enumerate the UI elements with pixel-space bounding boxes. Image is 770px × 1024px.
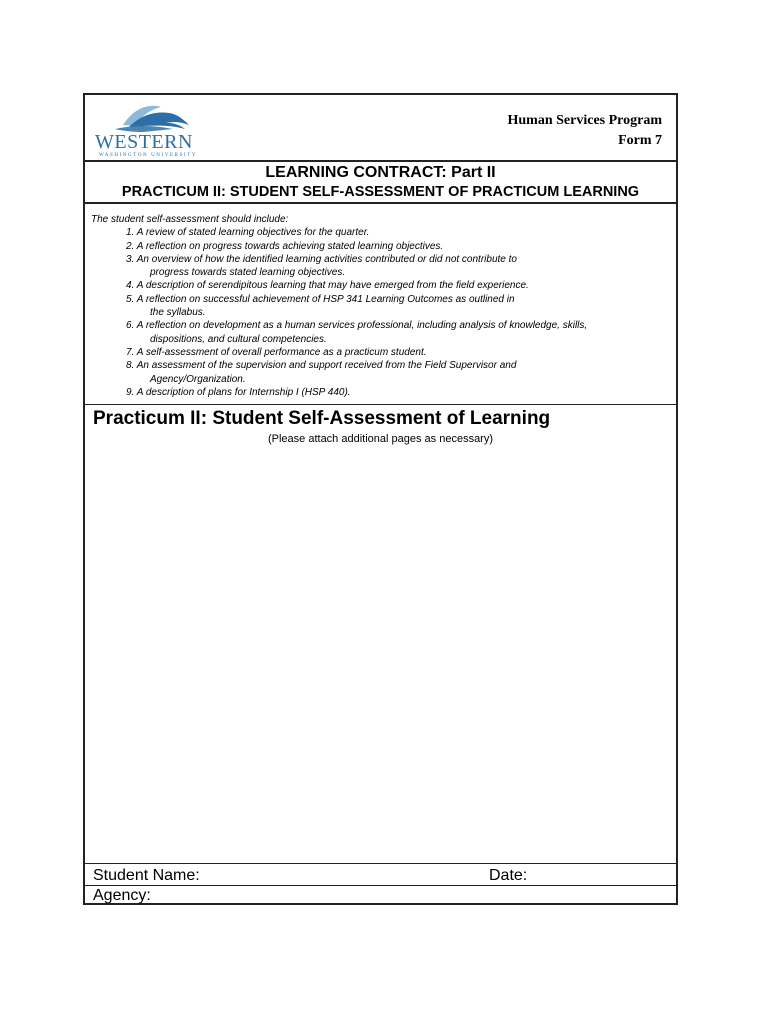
list-item [91,240,671,253]
section-title: Practicum II: Student Self-Assessment of Learning [93,408,551,429]
list-item [91,293,671,320]
instructions [91,213,671,399]
instructions-divider [85,404,676,405]
list-item-continuation: the syllabus. [150,307,206,319]
list-item [91,226,671,239]
list-item-text: 8. An assessment of the supervision and support received from the Field Supervisor and [126,360,517,372]
list-item [91,359,671,386]
list-item [91,319,671,346]
program-info [508,111,663,151]
contract-subtitle: PRACTICUM II: STUDENT SELF-ASSESSMENT OF PRACTICUM LEARNING [121,184,640,200]
list-item-text: 5. A reflection on successful achievement of HSP 341 Learning Outcomes as outlined in [126,293,515,305]
list-item-text: 1. A review of stated learning objectives for the quarter. [126,227,370,239]
list-item-text: 7. A self-assessment of overall performance as a practicum student. [126,346,427,358]
list-item-text: 2. A reflection on progress towards achieving stated learning objectives. [126,240,444,252]
list-item-text: 6. A reflection on development as a human services professional, including analysis of knowledge, skills, [126,320,588,332]
section-note: (Please attach additional pages as necessary) [267,433,494,445]
list-item [91,346,671,359]
list-item-text: 9. A description of plans for Internship I (HSP 440). [126,386,351,398]
form-number: Form 7 [618,133,662,148]
list-item-continuation: Agency/Organization. [150,373,246,385]
svg-text:WASHINGTON UNIVERSITY: WASHINGTON UNIVERSITY [99,153,198,157]
instructions-list [91,226,671,399]
svg-text:WESTERN: WESTERN [95,131,193,153]
form-frame [83,93,678,905]
list-item-text: 3. An overview of how the identified learning activities contributed or did not contribute to [126,253,517,265]
list-item [91,253,671,280]
instructions-intro: The student self-assessment should include: [91,214,289,225]
list-item-continuation: dispositions, and cultural competencies. [150,333,327,345]
list-item [91,279,671,292]
name-row-divider [85,885,676,886]
list-item-continuation: progress towards stated learning objectives. [150,267,346,279]
student-name-label: Student Name: [93,867,200,884]
form-header [85,95,676,162]
contract-title: LEARNING CONTRACT: Part II [265,164,496,181]
agency-label: Agency: [93,887,151,904]
title-band [85,162,676,204]
western-washington-university-logo [93,99,205,157]
list-item [91,386,671,399]
response-area-divider [85,863,676,864]
program-name: Human Services Program [507,113,662,128]
date-label: Date: [489,867,528,884]
list-item-text: 4. A description of serendipitous learning that may have emerged from the field experience. [126,280,529,292]
